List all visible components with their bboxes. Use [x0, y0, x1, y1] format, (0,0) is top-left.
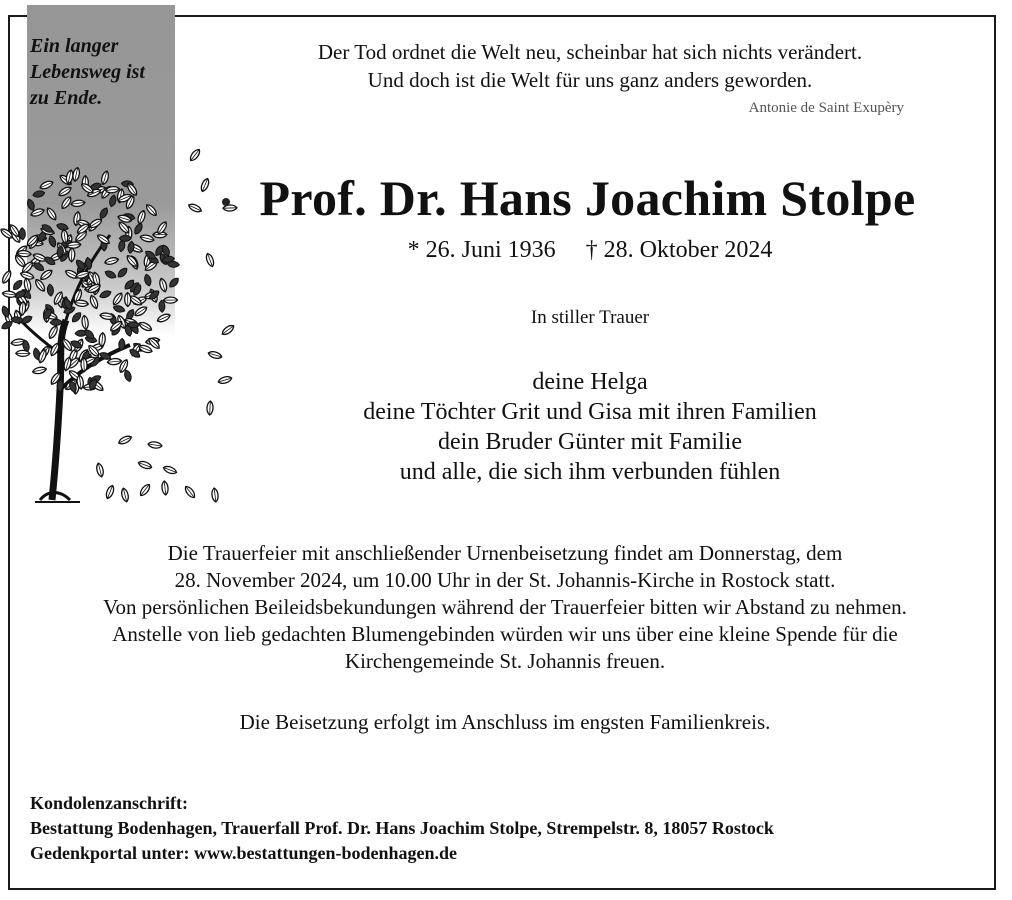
quote-line: Und doch ist die Welt für uns ganz anders geworden. — [367, 68, 813, 92]
quote-line: Der Tod ordnet die Welt neu, scheinbar hat sich nichts verändert. — [317, 40, 863, 64]
service-info-line: Anstelle von lieb gedachten Blumengebinden würden wir uns über eine kleine Spende für die — [112, 622, 898, 646]
contact-heading: Kondolenzanschrift: — [30, 793, 189, 813]
service-info-line: Kirchengemeinde St. Johannis freuen. — [344, 649, 666, 673]
quote — [200, 38, 980, 94]
quote-author: Antonie de Saint Exupèry — [748, 100, 904, 116]
birth-date: * 26. Juni 1936 — [407, 237, 556, 263]
service-info — [15, 540, 995, 675]
life-dates — [200, 234, 980, 266]
banner-line: Ein langer — [30, 35, 119, 57]
mourning-intro: In stiller Trauer — [530, 307, 650, 328]
mourners-list — [200, 367, 980, 487]
deceased-name: Prof. Dr. Hans Joachim Stolpe — [259, 170, 916, 226]
mourner-line: deine Helga — [532, 369, 648, 395]
service-info-line: Die Trauerfeier mit anschließender Urnenbeisetzung findet am Donnerstag, dem — [167, 541, 843, 565]
burial-note: Die Beisetzung erfolgt im Anschluss im engsten Familienkreis. — [239, 710, 771, 734]
memorial-portal: Gedenkportal unter: www.bestattungen-bodenhagen.de — [30, 843, 458, 863]
death-date: † 28. Oktober 2024 — [585, 237, 773, 263]
mourner-line: dein Bruder Günter mit Familie — [438, 429, 742, 455]
banner-line: zu Ende. — [30, 87, 103, 109]
contact-address: Bestattung Bodenhagen, Trauerfall Prof. Dr. Hans Joachim Stolpe, Strempelstr. 8, 18057 Rostock — [30, 818, 774, 838]
service-info-line: Von persönlichen Beileidsbekundungen während der Trauerfeier bitten wir Abstand zu nehmen. — [103, 595, 907, 619]
service-info-line: 28. November 2024, um 10.00 Uhr in der St. Johannis-Kirche in Rostock statt. — [174, 568, 836, 592]
banner-text — [30, 33, 172, 111]
banner-line: Lebensweg ist — [30, 61, 145, 83]
mourner-line: und alle, die sich ihm verbunden fühlen — [399, 459, 781, 485]
mourner-line: deine Töchter Grit und Gisa mit ihren Familien — [363, 399, 817, 425]
condolence-contact — [30, 791, 980, 866]
